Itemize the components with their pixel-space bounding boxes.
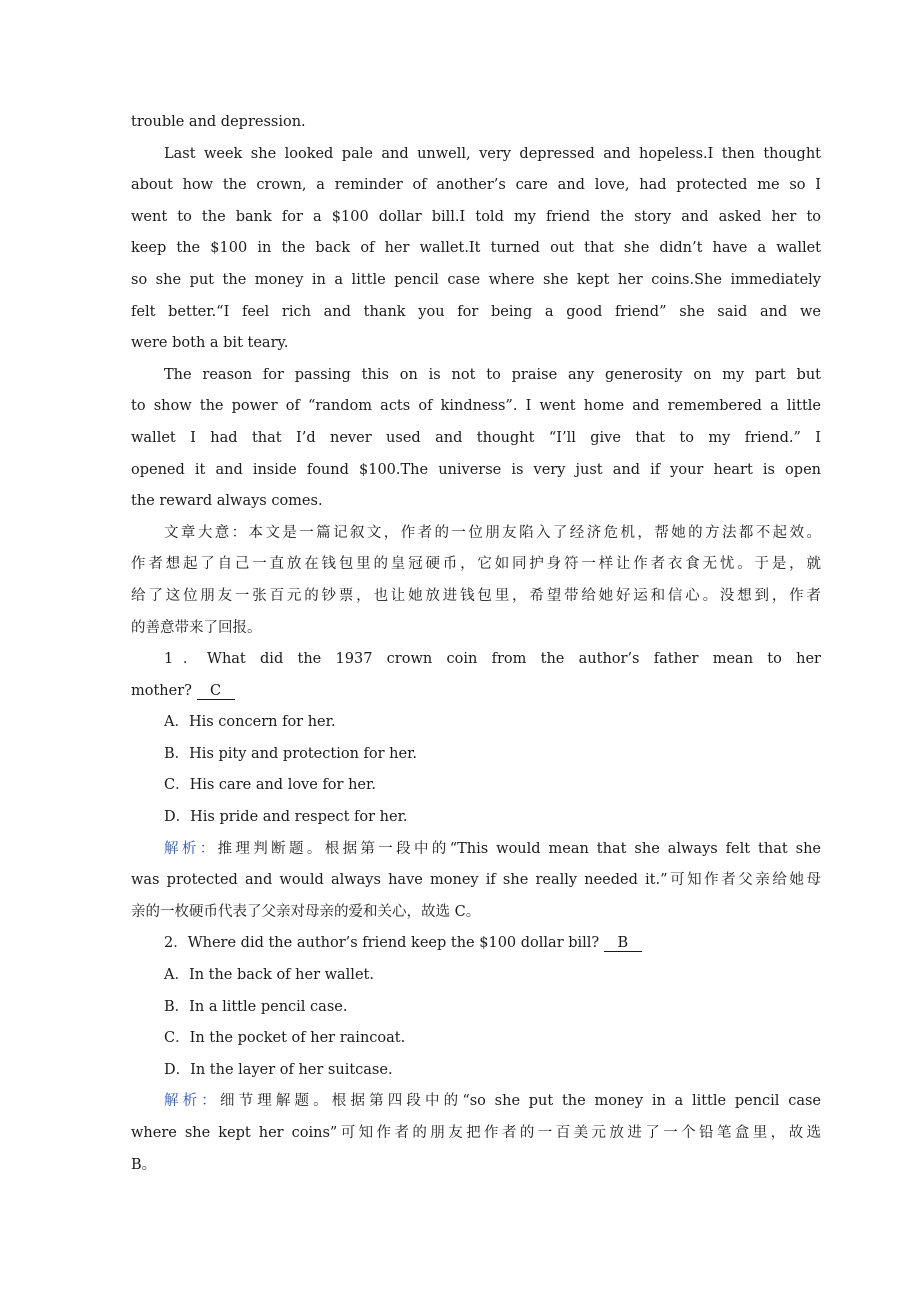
passage-line: to show the power of “random acts of kindness”. I went home and remembered a little xyxy=(131,398,821,415)
question-stem: 1．What did the 1937 crown coin from the author’s father mean to her xyxy=(164,651,821,668)
passage-line: were both a bit teary. xyxy=(131,335,289,352)
passage-line: opened it and inside found $100.The universe is very just and if your heart is open xyxy=(131,461,821,478)
option-d: D．His pride and respect for her. xyxy=(164,809,408,826)
analysis-text: 细节理解题。根据第四段中的“so she put the money in a little pencil case xyxy=(219,1093,821,1110)
analysis-label: 解析： xyxy=(164,840,218,857)
answer-blank: B xyxy=(604,935,642,952)
option-a: A．His concern for her. xyxy=(164,714,336,731)
passage-line: so she put the money in a little pencil case where she kept her coins.She immediately xyxy=(131,271,821,288)
passage-line: The reason for passing this on is not to praise any generosity on my part but xyxy=(164,366,821,383)
passage-paragraph-5 xyxy=(131,360,821,518)
option-b: B．In a little pencil case. xyxy=(164,998,348,1015)
summary-line: 的善意带来了回报。 xyxy=(131,619,262,636)
summary-line: 文章大意：本文是一篇记叙文，作者的一位朋友陷入了经济危机，帮她的方法都不起效。 xyxy=(164,524,821,541)
passage-line: Last week she looked pale and unwell, very depressed and hopeless.I then thought xyxy=(164,145,821,162)
question-stem-end: mother? xyxy=(131,682,192,699)
option-b: B．His pity and protection for her. xyxy=(164,745,418,762)
passage-line: felt better.“I feel rich and thank you for being a good friend” she said and we xyxy=(131,303,821,320)
analysis-line: B。 xyxy=(131,1156,157,1173)
analysis-line: where she kept her coins”可知作者的朋友把作者的一百美元放进了一个铅笔盒里，故选 xyxy=(131,1125,821,1141)
question-1 xyxy=(131,644,821,928)
analysis-text: 推理判断题。根据第一段中的“This would mean that she always felt that she xyxy=(217,840,822,857)
option-d: D．In the layer of her suitcase. xyxy=(164,1061,393,1078)
passage-line: about how the crown, a reminder of another’s care and love, had protected me so I xyxy=(131,177,821,194)
passage-paragraph-4 xyxy=(131,139,821,360)
passage-line: keep the $100 in the back of her wallet.It turned out that she didn’t have a wallet xyxy=(131,240,821,257)
question-stem-text: 2．Where did the author’s friend keep the $100 dollar bill? xyxy=(164,935,600,952)
passage-line: went to the bank for a $100 dollar bill.I told my friend the story and asked her to xyxy=(131,208,821,225)
question-2 xyxy=(131,928,821,1181)
analysis-line xyxy=(131,834,821,866)
analysis-label: 解析： xyxy=(164,1093,220,1110)
answer-blank: C xyxy=(197,683,235,700)
summary xyxy=(131,518,821,644)
passage-line: the reward always comes. xyxy=(131,493,323,510)
passage-paragraph-3-tail: trouble and depression. xyxy=(131,114,306,130)
document-page xyxy=(131,107,821,1181)
option-c: C．In the pocket of her raincoat. xyxy=(164,1030,406,1047)
option-c: C．His care and love for her. xyxy=(164,777,376,794)
question-stem xyxy=(131,928,821,960)
question-stem-continued xyxy=(131,676,821,708)
passage-line: wallet I had that I’d never used and thought “I’ll give that to my friend.” I xyxy=(131,429,821,446)
option-a: A．In the back of her wallet. xyxy=(164,967,374,984)
analysis-line: was protected and would always have money if she really needed it.”可知作者父亲给她母 xyxy=(131,872,821,889)
summary-line: 给了这位朋友一张百元的钞票，也让她放进钱包里，希望带给她好运和信心。没想到，作者 xyxy=(131,587,821,604)
analysis-line xyxy=(131,1086,821,1118)
summary-line: 作者想起了自己一直放在钱包里的皇冠硬币，它如同护身符一样让作者衣食无忧。于是，就 xyxy=(131,556,821,573)
analysis-line: 亲的一枚硬币代表了父亲对母亲的爱和关心，故选 C。 xyxy=(131,903,481,920)
